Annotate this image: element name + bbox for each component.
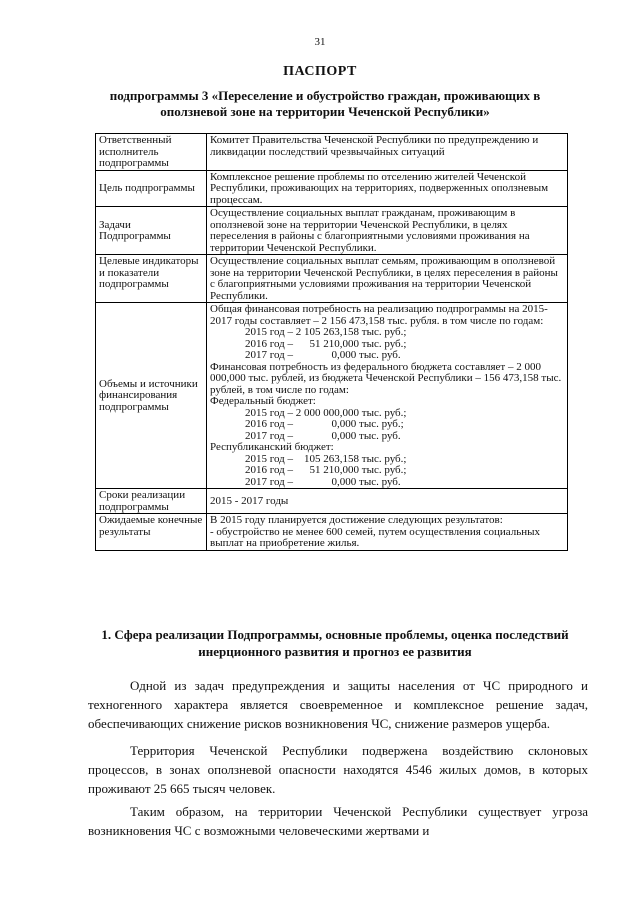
passport-table (95, 133, 568, 551)
paragraph-text: Одной из задач предупреждения и защиты населения от ЧС природного и техногенного характера является своевременное и комплексное решение задач, обеспечивающих снижение рисков возникновения ЧС, снижение размеров ущерба. (88, 678, 588, 731)
row-label-funding: Объемы и источники финансирования подпрограммы (96, 303, 207, 489)
funding-total-year: 2015 год – 2 105 263,158 тыс. руб.; (245, 326, 407, 338)
table-row (96, 255, 568, 303)
funding-total-year: 2017 год – 0,000 тыс. руб. (245, 349, 401, 361)
row-label-results: Ожидаемые конечные результаты (96, 514, 207, 551)
table-row (96, 134, 568, 171)
row-label-tasks: Задачи Подпрограммы (96, 207, 207, 255)
row-value-terms: 2015 - 2017 годы (207, 489, 568, 514)
paragraph-text: Территория Чеченской Республики подвержена воздействию склоновых процессов, в зонах оползневой опасности находятся 4546 жилых домов, в которых проживают 25 665 тысяч человек. (88, 743, 588, 796)
document-subtitle: подпрограммы 3 «Переселение и обустройство граждан, проживающих в оползневой зоне на территории Чеченской Республики» (109, 88, 541, 119)
section-heading: 1. Сфера реализации Подпрограммы, основные проблемы, оценка последствий инерционного развития и прогноз ее развития (101, 627, 569, 659)
paragraph-text: Таким образом, на территории Чеченской Республики существует угроза возникновения ЧС с возможными человеческими жертвами и (88, 804, 588, 838)
funding-republic-year: 2016 год – 51 210,000 тыс. руб.; (245, 464, 407, 476)
table-row (96, 514, 568, 551)
funding-federal-year: 2015 год – 2 000 000,000 тыс. руб.; (245, 406, 407, 419)
funding-intro: Общая финансовая потребность на реализацию подпрограммы на 2015-2017 годы составляет – 2 156 473,158 тыс. рубля. в том числе по годам: (210, 303, 548, 327)
results-line-1: В 2015 году планируется достижение следующих результатов: (210, 514, 503, 526)
table-row (96, 207, 568, 255)
page-number: 31 (314, 36, 326, 48)
row-value-tasks: Осуществление социальных выплат гражданам, проживающим в оползневой зоне на территории Чеченской Республики, в целях переселения в районы с благоприятными условиями проживания на территории Чеченской Республики. (207, 207, 568, 255)
funding-republic-year: 2017 год – 0,000 тыс. руб. (245, 475, 401, 488)
row-value-executor: Комитет Правительства Чеченской Республики по предупреждению и ликвидации последствий чрезвычайных ситуаций (207, 134, 568, 171)
body-paragraph (88, 802, 588, 840)
table-row (96, 489, 568, 514)
table-row (96, 303, 568, 489)
funding-republic-year: 2015 год – 105 263,158 тыс. руб.; (245, 452, 407, 465)
row-value-results (207, 514, 568, 551)
row-label-indicators: Целевые индикаторы и показатели подпрограммы (96, 255, 207, 303)
row-value-indicators: Осуществление социальных выплат семьям, проживающим в оползневой зоне на территории Чеченской Республики, в целях переселения в районы с благоприятными условиями проживания на территории Чеченской Республики. (207, 255, 568, 303)
funding-total-year: 2016 год – 51 210,000 тыс. руб.; (245, 337, 407, 350)
funding-federal-label: Федеральный бюджет: (210, 395, 316, 407)
body-paragraph (88, 741, 588, 798)
row-value-goal: Комплексное решение проблемы по отселению жителей Чеченской Республики, проживающих на территориях, подверженных оползневым процессам. (207, 170, 568, 207)
funding-republic-label: Республиканский бюджет: (210, 441, 334, 453)
table-row (96, 170, 568, 207)
funding-federal-year: 2017 год – 0,000 тыс. руб. (245, 429, 401, 442)
funding-federal-year: 2016 год – 0,000 тыс. руб.; (245, 418, 404, 430)
document-title: ПАСПОРТ (283, 64, 357, 79)
funding-federal-need: Финансовая потребность из федерального бюджета составляет – 2 000 000,000 тыс. рублей, из бюджета Чеченской Республики – 156 473,158 тыс. рублей, в том числе по годам: (210, 360, 562, 396)
row-value-funding (207, 303, 568, 489)
row-label-goal: Цель подпрограммы (96, 170, 207, 207)
row-label-terms: Сроки реализации подпрограммы (96, 489, 207, 514)
body-paragraph (88, 676, 588, 733)
results-line-2: - обустройство не менее 600 семей, путем осуществления социальных выплат на приобретение жилья. (210, 525, 541, 549)
row-label-executor: Ответственный исполнитель подпрограммы (96, 134, 207, 171)
